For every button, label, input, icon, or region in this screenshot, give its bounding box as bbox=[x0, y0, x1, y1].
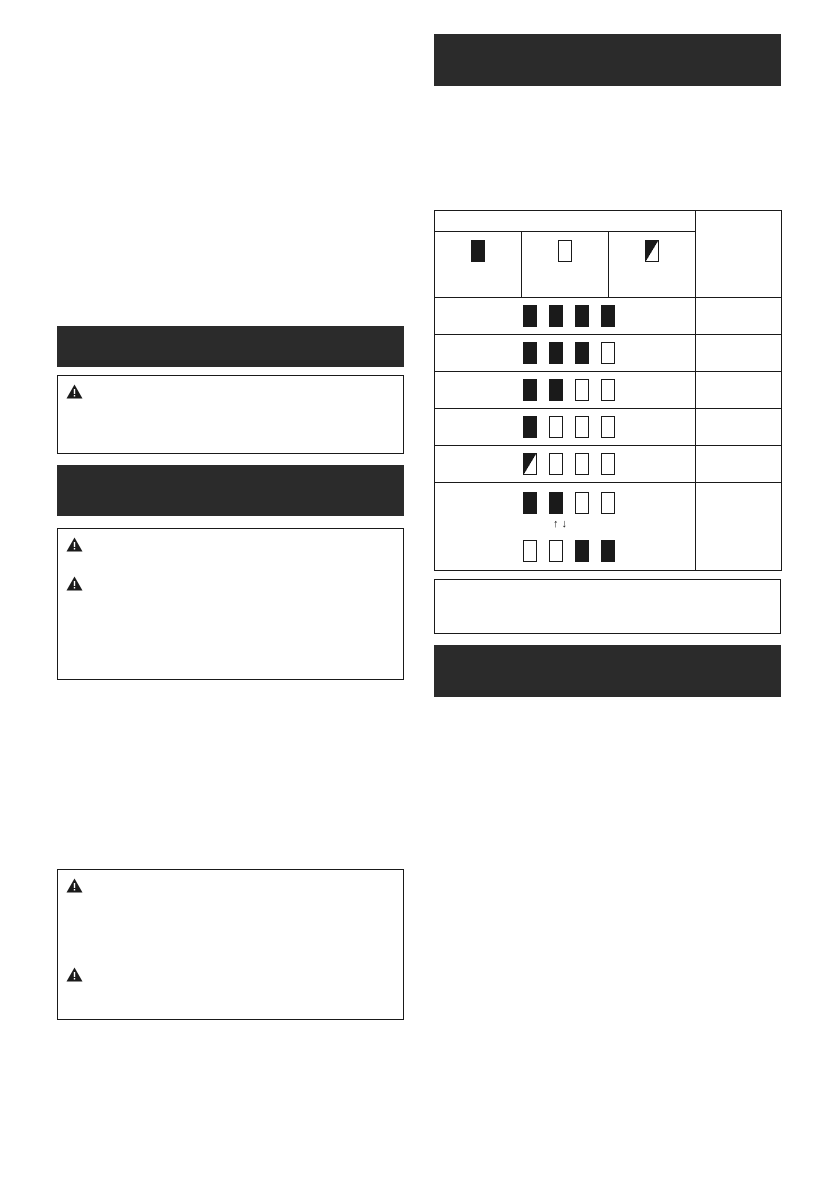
lamp-off-icon bbox=[549, 416, 563, 438]
lamp-on-icon bbox=[601, 540, 615, 562]
legend-cell-blinking bbox=[609, 232, 696, 298]
capacity-cell bbox=[696, 446, 782, 483]
indicator-row bbox=[435, 409, 696, 446]
lamp-on-icon bbox=[523, 492, 537, 514]
lamp-off-icon bbox=[575, 453, 589, 475]
lamp-off-icon bbox=[549, 453, 563, 475]
lamp-off-icon bbox=[523, 540, 537, 562]
lamp-on-icon bbox=[523, 342, 537, 364]
section-header-bar-right-top bbox=[434, 34, 781, 86]
indicator-row bbox=[435, 446, 696, 483]
warning-box-1 bbox=[57, 375, 404, 454]
remaining-capacity-header bbox=[696, 211, 782, 298]
section-header-bar-left-2 bbox=[57, 465, 404, 516]
lamp-blinking-icon bbox=[645, 240, 659, 262]
lamp-off-icon bbox=[558, 240, 572, 262]
lamp-on-icon bbox=[549, 305, 563, 327]
warning-triangle-icon bbox=[66, 967, 83, 982]
legend-cell-off bbox=[522, 232, 609, 298]
capacity-cell bbox=[696, 372, 782, 409]
warning-triangle-icon bbox=[66, 878, 83, 893]
capacity-cell bbox=[696, 335, 782, 372]
lamp-off-icon bbox=[549, 540, 563, 562]
alternating-arrows: ↑ ↓ bbox=[552, 517, 568, 530]
section-header-bar-left-1 bbox=[57, 326, 404, 367]
lamp-blinking-icon bbox=[523, 453, 537, 475]
legend-cell-on bbox=[435, 232, 522, 298]
lamp-on-icon bbox=[549, 379, 563, 401]
section-header-bar-right-bottom bbox=[434, 645, 781, 697]
lamp-off-icon bbox=[601, 416, 615, 438]
capacity-cell bbox=[696, 298, 782, 335]
warning-box-2 bbox=[57, 528, 404, 680]
indicator-row bbox=[435, 335, 696, 372]
warning-box-3 bbox=[57, 869, 404, 1020]
lamp-off-icon bbox=[601, 453, 615, 475]
lamp-on-icon bbox=[575, 305, 589, 327]
lamp-off-icon bbox=[601, 342, 615, 364]
indicator-lamps-header bbox=[435, 211, 696, 232]
lamp-off-icon bbox=[575, 492, 589, 514]
lamp-on-icon bbox=[549, 492, 563, 514]
lamp-on-icon bbox=[575, 342, 589, 364]
indicator-row bbox=[435, 372, 696, 409]
lamp-on-icon bbox=[523, 305, 537, 327]
lamp-off-icon bbox=[575, 379, 589, 401]
note-box bbox=[434, 579, 781, 634]
warning-triangle-icon bbox=[66, 537, 83, 552]
battery-indicator-table bbox=[434, 210, 782, 571]
indicator-row bbox=[435, 298, 696, 335]
lamp-on-icon bbox=[575, 540, 589, 562]
warning-triangle-icon bbox=[66, 576, 83, 591]
capacity-cell bbox=[696, 483, 782, 571]
lamp-on-icon bbox=[523, 379, 537, 401]
lamp-on-icon bbox=[601, 305, 615, 327]
indicator-row-alternating bbox=[435, 483, 696, 571]
lamp-off-icon bbox=[575, 416, 589, 438]
warning-triangle-icon bbox=[66, 384, 83, 399]
lamp-off-icon bbox=[601, 492, 615, 514]
lamp-on-icon bbox=[549, 342, 563, 364]
lamp-off-icon bbox=[601, 379, 615, 401]
lamp-on-icon bbox=[471, 240, 485, 262]
lamp-on-icon bbox=[523, 416, 537, 438]
capacity-cell bbox=[696, 409, 782, 446]
